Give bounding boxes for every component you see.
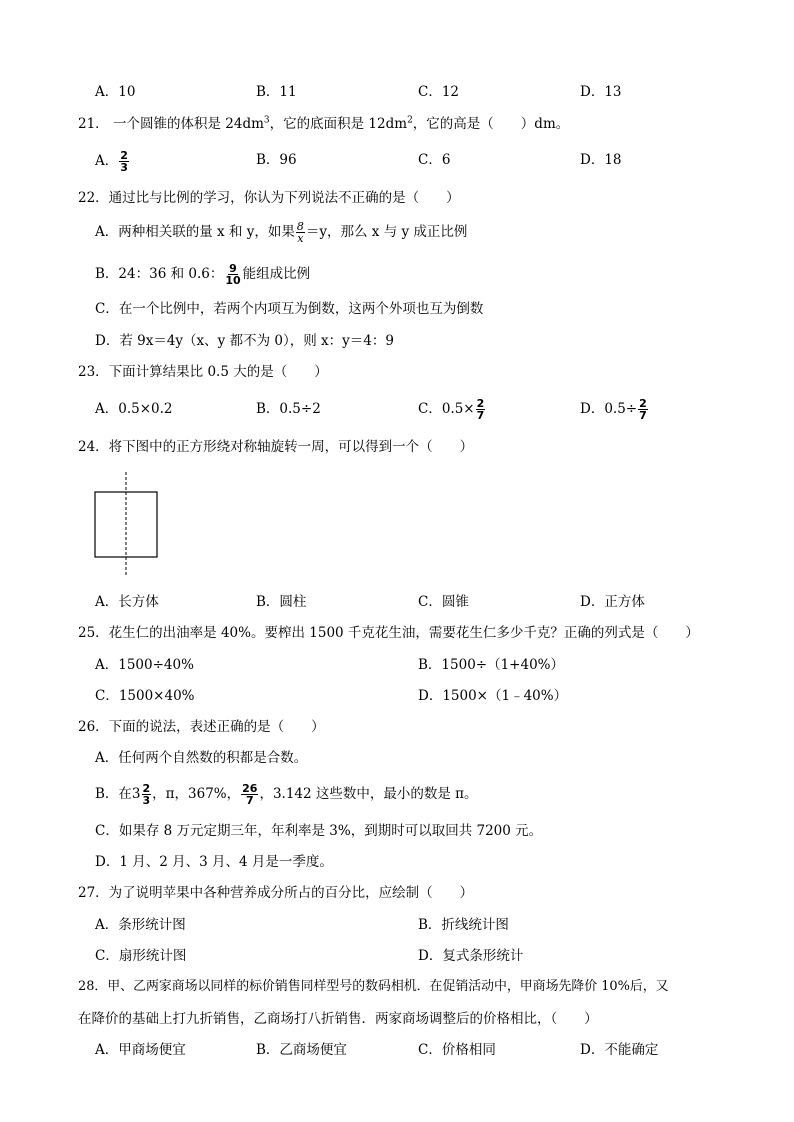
fraction-denominator: 3 (120, 161, 128, 174)
q26-option-b-mixed-fraction (142, 783, 152, 806)
q21-number: 21． (78, 116, 109, 132)
q25-stem: 25．花生仁的出油率是 40%。要榨出 1500 千克花生油，需要花生仁多少千克？正确的列式是（ ） (78, 625, 699, 641)
q24-stem: 24．将下图中的正方形绕对称轴旋转一周，可以得到一个（ ） (78, 439, 474, 455)
fraction-denominator: 10 (225, 274, 241, 287)
q21-stem (78, 114, 569, 134)
q27-option-a: A．条形统计图 (95, 917, 186, 933)
q23-option-c-fraction (476, 398, 486, 421)
q28-option-a: A．甲商场便宜 (95, 1042, 186, 1058)
q26-option-d: D．1 月、2 月、3 月、4 月是一季度。 (95, 854, 333, 870)
q23-option-c-pre: C．0.5× (418, 401, 475, 417)
q24-option-a: A．长方体 (95, 594, 159, 610)
q26-option-c: C．如果存 8 万元定期三年，年利率是 3%，到期时可以取回共 7200 元。 (95, 823, 543, 839)
q23-option-d (580, 395, 649, 423)
q22-option-a-post: ＝y，那么 x 与 y 成正比例 (305, 224, 468, 240)
q26-option-b (95, 780, 478, 808)
q23-option-d-fraction (638, 398, 648, 421)
q21-option-c: C．6 (418, 152, 451, 168)
fraction-numerator: 2 (639, 397, 647, 410)
q20-option-a: A．10 (95, 84, 136, 100)
q28-stem-line-2: 在降价的基础上打九折销售，乙商场打八折销售．两家商场调整后的价格相比，（ ） (78, 1011, 598, 1027)
q26-option-b-pre: B．在3 (95, 786, 141, 802)
q21-sup-a: 3 (263, 115, 270, 126)
q28-option-d: D．不能确定 (580, 1042, 659, 1058)
q22-option-b-post: 能组成比例 (242, 266, 311, 282)
q26-option-b-post: ，3.142 这些数中，最小的数是 π。 (259, 786, 478, 802)
q28-option-c: C．价格相同 (418, 1042, 496, 1058)
q21-text-a: 一个圆锥的体积是 24dm (112, 116, 264, 132)
q24-option-d: D．正方体 (580, 594, 645, 610)
q27-option-d: D．复式条形统计 (418, 948, 524, 964)
q20-option-c: C．12 (418, 84, 460, 100)
q21-option-d: D．18 (580, 152, 622, 168)
fraction-numerator: 2 (120, 149, 128, 162)
q20-option-d: D．13 (580, 84, 622, 100)
q21-text-c: ，它的高是（ ）dm。 (412, 116, 570, 132)
fraction-denominator: x (297, 232, 304, 245)
q23-option-c (418, 395, 486, 423)
q22-option-c: C．在一个比例中，若两个内项互为倒数，这两个外项也互为倒数 (95, 301, 484, 317)
fraction-numerator: 8 (296, 220, 304, 233)
q22-option-a (95, 218, 467, 246)
q21-option-b: B．96 (256, 152, 297, 168)
q28-option-b: B．乙商场便宜 (256, 1042, 347, 1058)
fraction-denominator: 7 (476, 409, 485, 422)
fraction-denominator: 7 (245, 794, 254, 807)
q22-option-d: D．若 9x＝4y（x、y 都不为 0），则 x：y＝4：9 (95, 333, 394, 349)
q24-option-b: B．圆柱 (256, 594, 307, 610)
q28-stem-line-1: 28．甲、乙两家商场以同样的标价销售同样型号的数码相机．在促销活动中，甲商场先降价 10%后，又 (78, 979, 669, 994)
q21-option-a (95, 147, 130, 175)
q24-option-c: C．圆锥 (418, 594, 469, 610)
q21-option-a-fraction (119, 150, 129, 173)
fraction-numerator: 2 (142, 782, 151, 795)
q26-option-a: A．任何两个自然数的积都是合数。 (95, 750, 308, 766)
q25-option-a: A．1500÷40% (95, 657, 194, 673)
q26-stem: 26．下面的说法，表述正确的是（ ） (78, 719, 325, 735)
q22-option-b (95, 260, 310, 288)
q22-stem: 22．通过比与比例的学习，你认为下列说法不正确的是（ ） (78, 190, 460, 206)
q21-text-b: ，它的底面积是 12dm (269, 116, 408, 132)
q25-option-b: B．1500÷（1+40%） (418, 657, 564, 673)
fraction-numerator: 9 (229, 262, 237, 275)
q26-option-b-mid: ，π，367%， (152, 786, 241, 802)
q25-option-d: D．1500×（1﹣40%） (418, 688, 568, 704)
q27-option-b: B．折线统计图 (418, 917, 509, 933)
fraction-denominator: 7 (639, 409, 647, 422)
q22-option-b-fraction (224, 263, 241, 286)
q22-option-a-pre: A．两种相关联的量 x 和 y，如果 (95, 224, 295, 240)
fraction-numerator: 26 (242, 782, 258, 795)
square-with-axis-figure (90, 470, 170, 580)
q21-sup-b: 2 (407, 115, 413, 126)
fraction-numerator: 2 (476, 397, 485, 410)
q22-option-b-pre: B．24：36 和 0.6： (95, 266, 224, 282)
q27-stem: 27．为了说明苹果中各种营养成分所占的百分比，应绘制（ ） (78, 885, 474, 901)
q20-option-b: B．11 (256, 84, 297, 100)
q21-option-a-label: A． (95, 153, 119, 169)
q22-option-a-fraction (296, 221, 305, 244)
q23-stem: 23．下面计算结果比 0.5 大的是（ ） (78, 364, 328, 380)
q27-option-c: C．扇形统计图 (95, 948, 187, 964)
q25-option-c: C．1500×40% (95, 688, 195, 704)
q23-option-d-pre: D．0.5÷ (580, 401, 638, 417)
q26-option-b-fraction (241, 783, 258, 806)
fraction-denominator: 3 (142, 794, 151, 807)
q23-option-b: B．0.5÷2 (256, 401, 321, 417)
q23-option-a: A．0.5×0.2 (95, 401, 173, 417)
